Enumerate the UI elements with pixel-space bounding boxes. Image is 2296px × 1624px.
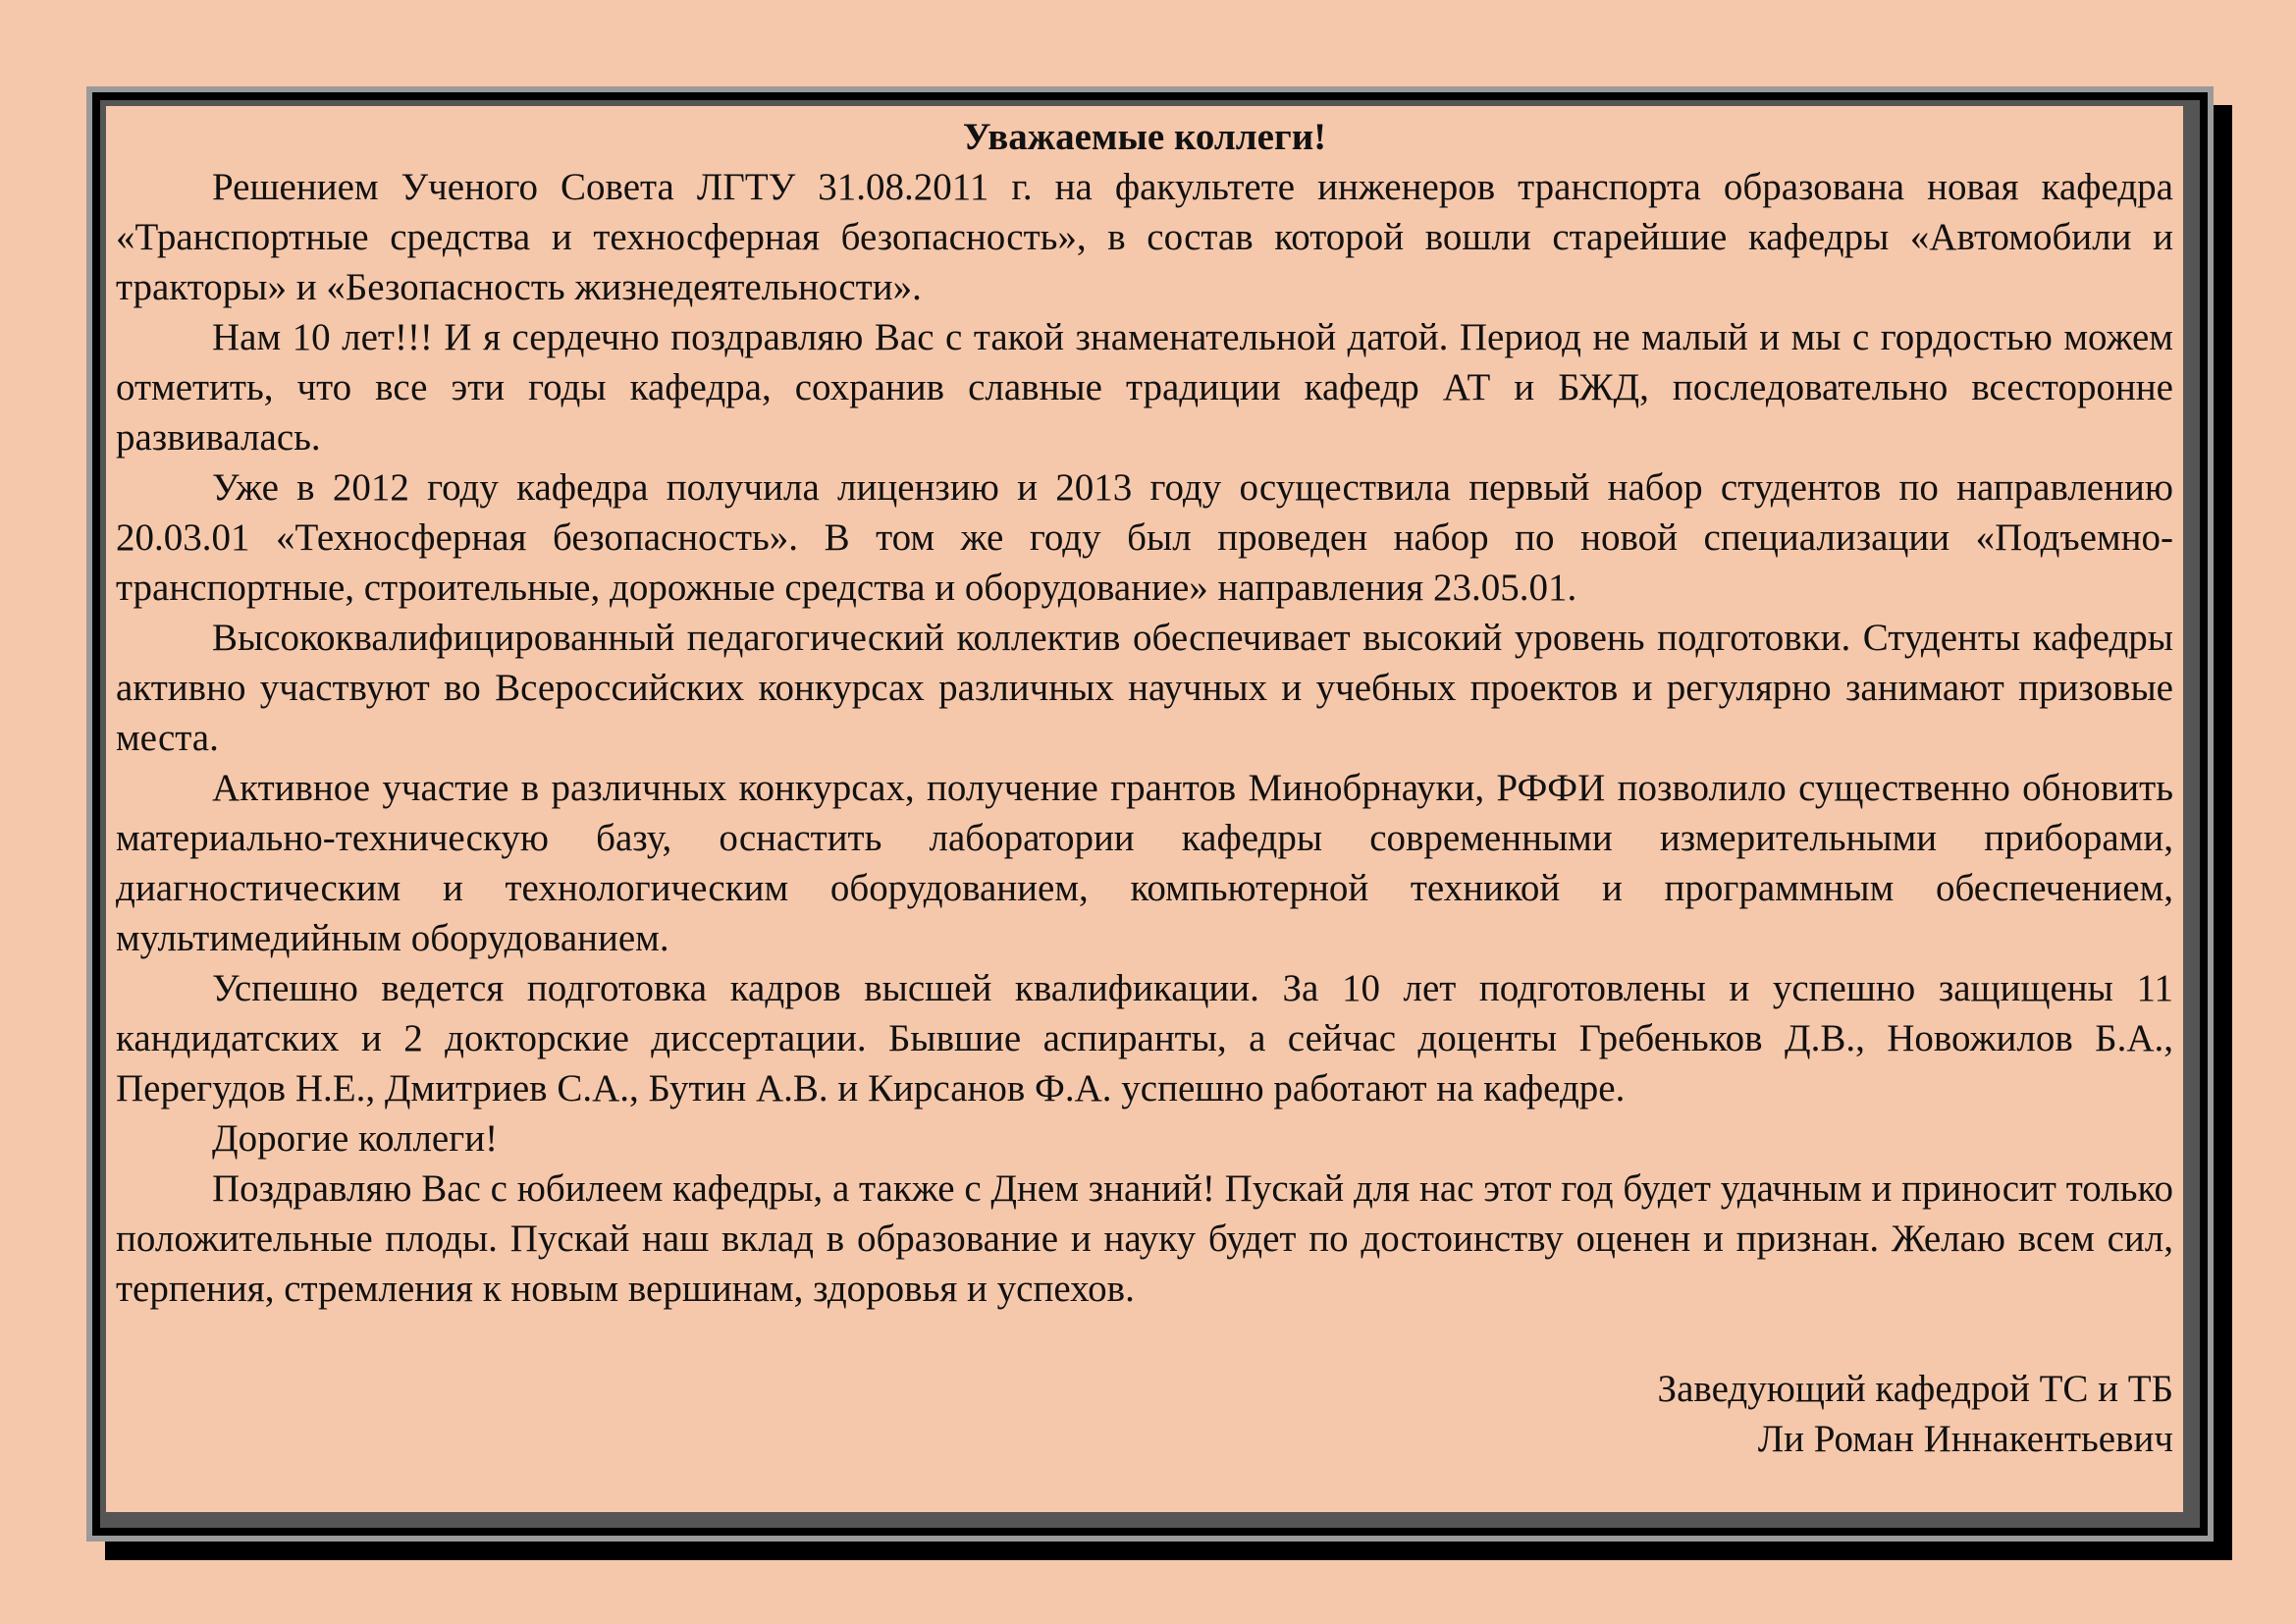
- paragraph-greeting: Дорогие коллеги!: [212, 1117, 499, 1160]
- paragraph-grants: Активное участие в различных конкурсах, получение грантов Минобрнауки, РФФИ позволило существенно обновить материально-техническую базу, оснастить лаборатории кафедры современными измерительными приборами, диагностическим и технологическим оборудованием, компьютерной техникой и программным обеспечением, мультимедийным оборудованием.: [116, 767, 2173, 959]
- paragraph-staff: Высококвалифицированный педагогический коллектив обеспечивает высокий уровень подготовки. Студенты кафедры активно участвуют во Всероссийских конкурсах различных научных и учебных проектов и регулярно занимают призовые места.: [116, 617, 2173, 759]
- paragraph-founding: Решением Ученого Совета ЛГТУ 31.08.2011 г. на факультете инженеров транспорта образована новая кафедра «Транспортные средства и техносферная безопасность», в состав которой вошли старейшие кафедры «Автомобили и тракторы» и «Безопасность жизнедеятельности».: [116, 166, 2173, 308]
- paragraph-congratulations: Поздравляю Вас с юбилеем кафедры, а также с Днем знаний! Пускай для нас этот год будет удачным и приносит только положительные плоды. Пускай наш вклад в образование и науку будет по достоинству оценен и признан. Желаю всем сил, терпения, стремления к новым вершинам, здоровья и успехов.: [116, 1167, 2173, 1310]
- paragraph-license: Уже в 2012 году кафедра получила лицензию и 2013 году осуществила первый набор студентов по направлению 20.03.01 «Техносферная безопасность». В том же году был проведен набор по новой специализации «Подъемно-транспортные, строительные, дорожные средства и оборудование» направления 23.05.01.: [116, 466, 2173, 609]
- letter-panel: [106, 106, 2183, 1512]
- signature-position: Заведующий кафедрой ТС и ТБ: [1657, 1368, 2173, 1410]
- signature-spacer: [116, 1314, 2173, 1364]
- letter-heading: Уважаемые коллеги!: [962, 116, 1327, 158]
- paragraph-anniversary: Нам 10 лет!!! И я сердечно поздравляю Вас с такой знаменательной датой. Период не малый и мы с гордостью можем отметить, что все эти годы кафедра, сохранив славные традиции кафедр АТ и БЖД, последовательно всесторонне развивалась.: [116, 316, 2173, 459]
- paragraph-qualification: Успешно ведется подготовка кадров высшей квалификации. За 10 лет подготовлены и успешно защищены 11 кандидатских и 2 докторские диссертации. Бывшие аспиранты, а сейчас доценты Гребеньков Д.В., Новожилов Б.А., Перегудов Н.Е., Дмитриев С.А., Бутин А.В. и Кирсанов Ф.А. успешно работают на кафедре.: [116, 967, 2173, 1110]
- signature-name: Ли Роман Иннакентьевич: [1757, 1418, 2173, 1460]
